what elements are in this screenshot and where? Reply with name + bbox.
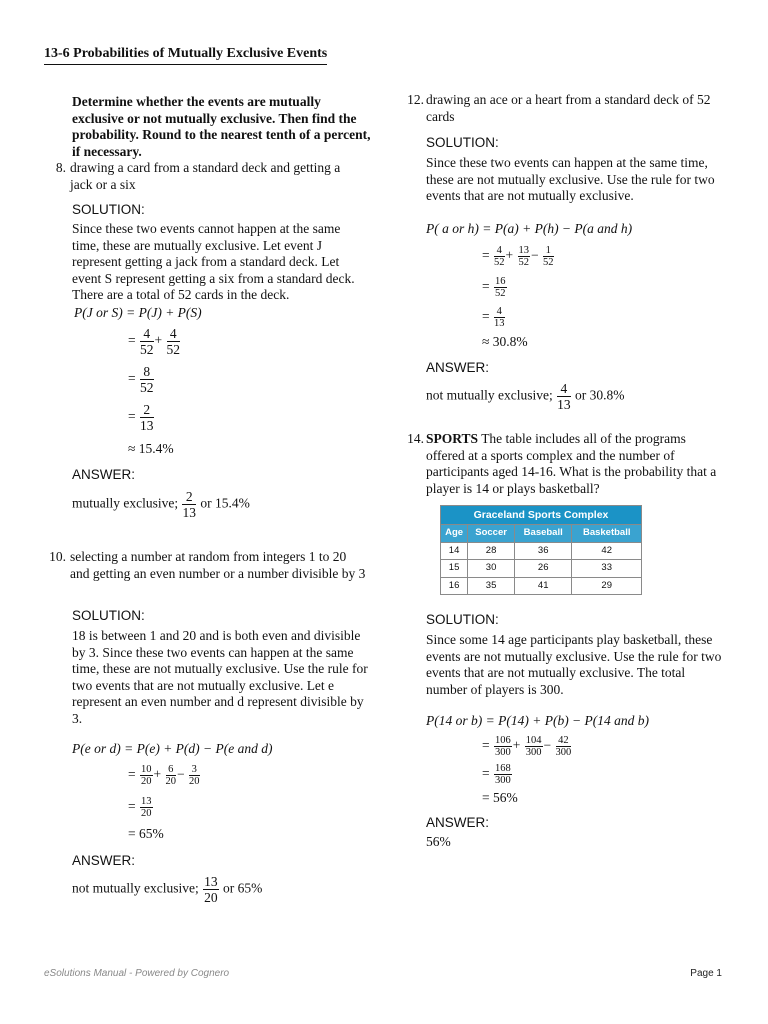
sports-table <box>440 505 642 595</box>
problem-14-formula: P(14 or b) = P(14) + P(b) − P(14 and b) <box>426 713 650 728</box>
problem-10-solution-label: SOLUTION: <box>72 608 145 623</box>
problem-8-solution-text: Since these two events cannot happen at the same time, these are mutually exclusive. Let event J represent getting a jack from a standard deck. Let event S represent getting a six from a standard deck. There are a total of 52 cards in the deck. <box>72 221 355 302</box>
table-row <box>441 577 642 595</box>
table-header: Baseball <box>515 525 572 543</box>
problem-14-step3: = 56% <box>482 790 518 805</box>
problem-10-step3: = 65% <box>128 826 164 841</box>
problem-12-question: drawing an ace or a heart from a standard deck of 52 cards <box>426 92 711 124</box>
problem-12-number: 12. <box>407 92 424 107</box>
table-title: Graceland Sports Complex <box>441 506 642 525</box>
problem-10-step1: = $\frac{10}{20}$ + $\frac{6}{20}$ − $\frac{3}{20}$ <box>128 764 200 787</box>
instructions: Determine whether the events are mutually exclusive or not mutually exclusive. Then find the probability. Round to the nearest tenth of a percent, if necessary. <box>72 94 371 159</box>
problem-14-question: SPORTS The table includes all of the programs offered at a sports complex and the number of participants aged 14-16. What is the probability that a player is 14 or plays basketball? <box>426 431 717 496</box>
problem-8-answer-label: ANSWER: <box>72 467 136 482</box>
table-row <box>441 542 642 560</box>
problem-10-step2: = $\frac{13}{20}$ <box>128 796 152 819</box>
problem-12-solution-text: Since these two events can happen at the same time, these are not mutually exclusive. Use the rule for two events that are not mutually exclusive. <box>426 155 715 203</box>
table-cell: 41 <box>515 577 572 595</box>
page-number: Page 1 <box>690 968 722 979</box>
problem-14-number: 14. <box>407 431 424 446</box>
problem-8-number: 8. <box>55 160 66 175</box>
problem-10-answer-label: ANSWER: <box>72 853 136 868</box>
table-cell: 14 <box>441 542 468 560</box>
problem-8-formula: P(J or S) = P(J) + P(S) <box>74 305 202 320</box>
table-cell: 29 <box>572 577 642 595</box>
table-cell: 16 <box>441 577 468 595</box>
table-cell: 28 <box>468 542 515 560</box>
table-header: Age <box>441 525 468 543</box>
problem-8-step1: = $\frac{4}{52}$ + $\frac{4}{52}$ <box>128 326 180 357</box>
problem-10-number: 10. <box>49 549 66 564</box>
table-cell: 42 <box>572 542 642 560</box>
problem-14-solution-text: Since some 14 age participants play basketball, these events are not mutually exclusive. Use the rule for two events that are not mutually exclusive. The total number of players is 300. <box>426 632 722 697</box>
problem-8-step2: = $\frac{8}{52}$ <box>128 364 154 395</box>
problem-10-question: selecting a number at random from integers 1 to 20 and getting an even number or a number divisible by 3 <box>70 549 366 581</box>
table-cell: 35 <box>468 577 515 595</box>
problem-12-solution-label: SOLUTION: <box>426 135 499 150</box>
problem-12-answer-label: ANSWER: <box>426 360 490 375</box>
problem-14-label: SPORTS <box>426 431 479 446</box>
problem-8-approx: ≈ 15.4% <box>128 441 174 456</box>
problem-14-step1: = $\frac{106}{300}$ + $\frac{104}{300}$ − $\frac{42}{300}$ <box>482 735 572 758</box>
problem-14-step2: = $\frac{168}{300}$ <box>482 763 511 786</box>
footer-credit: eSolutions Manual - Powered by Cognero <box>44 968 230 979</box>
problem-12-approx: ≈ 30.8% <box>482 334 528 349</box>
table-header: Soccer <box>468 525 515 543</box>
problem-12-step1: = $\frac{4}{52}$ + $\frac{13}{52}$ − $\frac{1}{52}$ <box>482 245 554 268</box>
problem-8-solution-label: SOLUTION: <box>72 202 145 217</box>
problem-10-answer: not mutually exclusive; $\frac{13}{20}$ or 65% <box>72 874 263 905</box>
table-header: Basketball <box>572 525 642 543</box>
problem-10-formula: P(e or d) = P(e) + P(d) − P(e and d) <box>72 741 273 756</box>
problem-8-step3: = $\frac{2}{13}$ <box>128 402 154 433</box>
table-row <box>441 560 642 578</box>
problem-14-answer: 56% <box>426 834 451 849</box>
page-title: 13-6 Probabilities of Mutually Exclusive Events <box>44 46 327 65</box>
problem-12-answer: not mutually exclusive; $\frac{4}{13}$ or 30.8% <box>426 381 625 412</box>
table-cell: 26 <box>515 560 572 578</box>
problem-12-formula: P( a or h) = P(a) + P(h) − P(a and h) <box>426 221 633 236</box>
table-cell: 15 <box>441 560 468 578</box>
table-cell: 33 <box>572 560 642 578</box>
problem-10-solution-text: 18 is between 1 and 20 and is both even and divisible by 3. Since these two events can happen at the same time, these are not mutually exclusive. Use the rule for two events that are not mutually exclusive. Let e represent an even number and d represent divisible by 3. <box>72 628 368 726</box>
problem-14-solution-label: SOLUTION: <box>426 612 499 627</box>
table-cell: 30 <box>468 560 515 578</box>
table-cell: 36 <box>515 542 572 560</box>
problem-12-step2: = $\frac{16}{52}$ <box>482 276 506 299</box>
problem-8-answer: mutually exclusive; $\frac{2}{13}$ or 15.4% <box>72 489 250 520</box>
problem-12-step3: = $\frac{4}{13}$ <box>482 306 505 329</box>
problem-8-question: drawing a card from a standard deck and getting a jack or a six <box>70 160 341 192</box>
problem-14-answer-label: ANSWER: <box>426 815 490 830</box>
